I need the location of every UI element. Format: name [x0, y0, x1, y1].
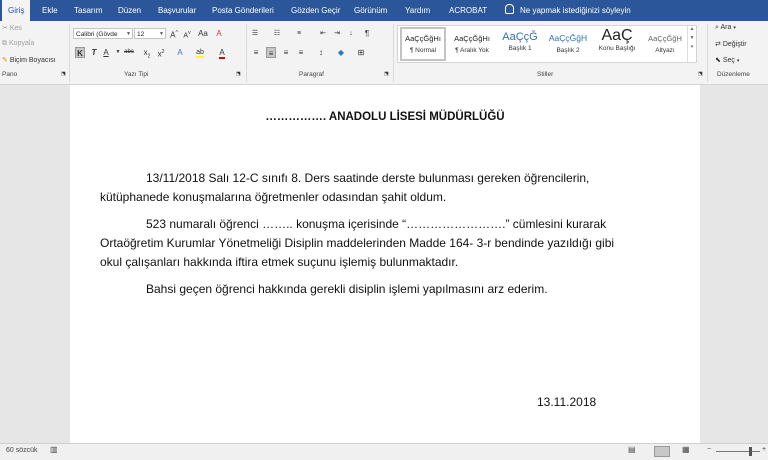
styles-gallery — [397, 25, 697, 63]
zoom-in-icon[interactable]: + — [762, 446, 767, 453]
text-effects-icon[interactable]: A — [177, 48, 183, 57]
copy-icon: ⧉ — [2, 40, 7, 47]
tab-acrobat[interactable]: ACROBAT — [449, 6, 488, 15]
style-preview: AaÇçĞ — [502, 31, 538, 43]
style-no-spacing[interactable] — [448, 27, 496, 61]
decrease-indent-icon[interactable]: ⇤ — [320, 30, 326, 37]
style-name: Başlık 1 — [508, 45, 532, 52]
replace-button[interactable] — [715, 40, 747, 48]
format-painter-button[interactable] — [2, 56, 56, 64]
italic-icon[interactable]: T — [91, 48, 97, 57]
tell-me-text: Ne yapmak istediğinizi söyleyin — [520, 6, 631, 15]
chevron-down-icon: ▼ — [126, 31, 131, 37]
select-button[interactable]: ⬉ Seç ▾ — [715, 57, 740, 64]
print-layout-icon[interactable] — [654, 446, 670, 457]
document-page[interactable] — [70, 85, 700, 443]
align-left-icon[interactable]: ≡ — [253, 48, 259, 57]
font-name-combo[interactable] — [73, 28, 133, 39]
shading-icon[interactable]: ◆ — [337, 48, 345, 57]
multilevel-list-icon[interactable]: ≡ — [296, 30, 302, 37]
strikethrough-icon[interactable]: abc — [124, 49, 134, 55]
font-size-combo[interactable] — [134, 28, 166, 39]
sort-icon[interactable]: ↓ — [349, 30, 353, 37]
grow-font-icon[interactable]: A^ — [170, 30, 178, 40]
tab-basvurular[interactable]: Başvurular — [158, 6, 197, 15]
justify-icon[interactable]: ≡ — [298, 48, 304, 57]
change-case-icon[interactable]: Aa — [198, 29, 208, 38]
find-button[interactable]: ⌕ Ara ▾ — [715, 24, 736, 31]
superscript-icon[interactable]: $x^2$ — [157, 49, 165, 59]
ribbon — [0, 21, 768, 85]
word-count[interactable]: 60 sözcük — [6, 447, 38, 454]
style-name: ¶ Aralık Yok — [455, 47, 489, 54]
paragraph-1-line-2: kütüphanede konuşmalarına öğretmenler odasından şahit oldum. — [100, 190, 447, 204]
pilcrow-icon[interactable]: ¶ — [364, 29, 370, 38]
borders-icon[interactable]: ⊞ — [357, 48, 365, 57]
paragraph-group-label: Paragraf — [299, 71, 324, 78]
align-center-icon[interactable]: ≡ — [266, 47, 276, 58]
styles-group-label: Stiller — [537, 71, 554, 78]
format-painter-label: Biçim Boyacısı — [9, 57, 56, 64]
line-spacing-icon[interactable]: ↕ — [319, 48, 323, 57]
font-name-value: Calibri (Gövde — [76, 31, 118, 38]
scissors-icon: ✂ — [2, 25, 8, 32]
group-divider — [246, 24, 247, 82]
shrink-font-icon[interactable]: $A^v$ — [183, 30, 191, 40]
bold-icon[interactable]: K — [75, 47, 85, 58]
select-label: Seç — [722, 57, 735, 64]
search-icon: ⌕ — [715, 24, 719, 31]
style-preview: AaÇçĞğHı — [454, 34, 490, 43]
style-name: ¶ Normal — [409, 47, 437, 54]
style-preview: AaÇçĞğH — [548, 33, 588, 43]
subscript-icon[interactable]: $x_2$ — [143, 48, 151, 60]
chevron-down-icon[interactable]: ▼ — [115, 49, 121, 55]
chevron-down-icon[interactable]: ▼ — [689, 35, 695, 41]
bullets-icon[interactable]: ☰ — [251, 30, 259, 37]
tab-yardim[interactable]: Yardım — [405, 6, 431, 15]
tab-posta-gonderileri[interactable]: Posta Gönderileri — [212, 6, 274, 15]
chevron-down-icon: ▼ — [159, 31, 164, 37]
replace-icon: ⇄ — [715, 41, 721, 48]
style-preview: AaÇçĞğH — [648, 34, 682, 43]
ribbon-tab-bar — [0, 0, 768, 21]
style-heading-2[interactable] — [544, 27, 592, 61]
cut-button[interactable] — [2, 24, 22, 32]
style-name: Konu Başlığı — [598, 45, 636, 52]
align-right-icon[interactable]: ≡ — [283, 48, 289, 57]
paragraph-3: Bahsi geçen öğrenci hakkında gerekli disiplin işlemi yapılmasını arz ederim. — [146, 282, 548, 296]
paragraph-2-line-2: Ortaöğretim Kurumlar Yönetmeliği Disiplin maddelerinden Madde 164- 3-r bendinde yazıldığı gibi — [100, 236, 615, 250]
editing-group-label: Düzenleme — [717, 71, 750, 78]
style-normal[interactable] — [400, 27, 446, 61]
group-divider — [707, 24, 708, 82]
copy-label: Kopyala — [8, 40, 35, 47]
document-title: ……………. ANADOLU LİSESİ MÜDÜRLÜĞÜ — [265, 111, 505, 123]
status-bar — [0, 443, 768, 460]
chevron-up-icon[interactable]: ▲ — [689, 26, 695, 32]
font-size-value: 12 — [137, 31, 145, 38]
copy-button[interactable] — [2, 40, 34, 48]
paragraph-2-line-1: 523 numaralı öğrenci …….. konuşma içerisinde “…………………….” cümlesini kurarak — [146, 217, 607, 231]
document-date: 13.11.2018 — [537, 395, 597, 409]
tab-tasarim[interactable]: Tasarım — [74, 6, 103, 15]
lightbulb-icon — [505, 4, 514, 14]
font-group-label: Yazı Tipi — [124, 71, 149, 78]
web-layout-icon[interactable]: ▦ — [682, 445, 690, 454]
tab-ekle[interactable]: Ekle — [42, 6, 58, 15]
zoom-out-icon[interactable]: − — [707, 446, 712, 453]
style-preview: AaÇ — [601, 27, 633, 44]
style-title[interactable] — [593, 27, 641, 61]
paragraph-launcher-icon[interactable]: ⬔ — [384, 71, 389, 77]
underline-icon[interactable]: A — [103, 48, 109, 57]
style-subtitle[interactable] — [642, 27, 688, 61]
group-divider — [393, 24, 394, 82]
paragraph-2-line-3: okul çalışanları hakkında iftira etmek suçunu işlemiş bulunmaktadır. — [100, 255, 459, 269]
highlight-icon[interactable]: ab — [196, 49, 204, 56]
group-divider — [69, 24, 70, 82]
find-label: Ara — [720, 24, 732, 31]
tab-gorunum[interactable]: Görünüm — [354, 6, 388, 15]
numbering-icon[interactable]: ☷ — [273, 30, 281, 37]
replace-label: Değiştir — [722, 41, 747, 48]
zoom-slider-track[interactable] — [716, 451, 760, 452]
style-heading-1[interactable] — [497, 27, 543, 61]
document-area — [0, 85, 768, 443]
gallery-scroll[interactable] — [687, 26, 696, 62]
font-launcher-icon[interactable]: ⬔ — [236, 71, 241, 77]
zoom-slider-thumb[interactable] — [749, 447, 752, 456]
paintbrush-icon: ✎ — [2, 57, 8, 64]
more-icon[interactable]: ▾ — [690, 44, 694, 50]
tab-giris[interactable]: Giriş — [2, 0, 30, 21]
tab-gozden-gecir[interactable]: Gözden Geçir — [291, 6, 341, 15]
pano-launcher-icon[interactable]: ⬔ — [61, 71, 66, 77]
tab-duzen[interactable]: Düzen — [118, 6, 142, 15]
style-name: Başlık 2 — [556, 47, 580, 54]
pano-group-label: Pano — [2, 71, 18, 78]
cut-label: Kes — [9, 25, 22, 32]
increase-indent-icon[interactable]: ⇥ — [334, 30, 340, 37]
cursor-icon: ⬉ — [715, 57, 721, 64]
styles-launcher-icon[interactable]: ⬔ — [698, 71, 703, 77]
clear-formatting-icon[interactable]: A — [216, 29, 222, 38]
style-preview: AaÇçĞğHı — [405, 34, 441, 43]
read-mode-icon[interactable]: ▤ — [628, 445, 636, 454]
font-color-icon[interactable]: A — [219, 48, 225, 57]
style-name: Altyazı — [655, 47, 675, 54]
proofing-icon[interactable]: ▥ — [50, 445, 58, 454]
tell-me-box[interactable] — [505, 0, 631, 21]
paragraph-1-line-1: 13/11/2018 Salı 12-C sınıfı 8. Ders saatinde derste bulunması gereken öğrencilerin, — [146, 171, 590, 185]
